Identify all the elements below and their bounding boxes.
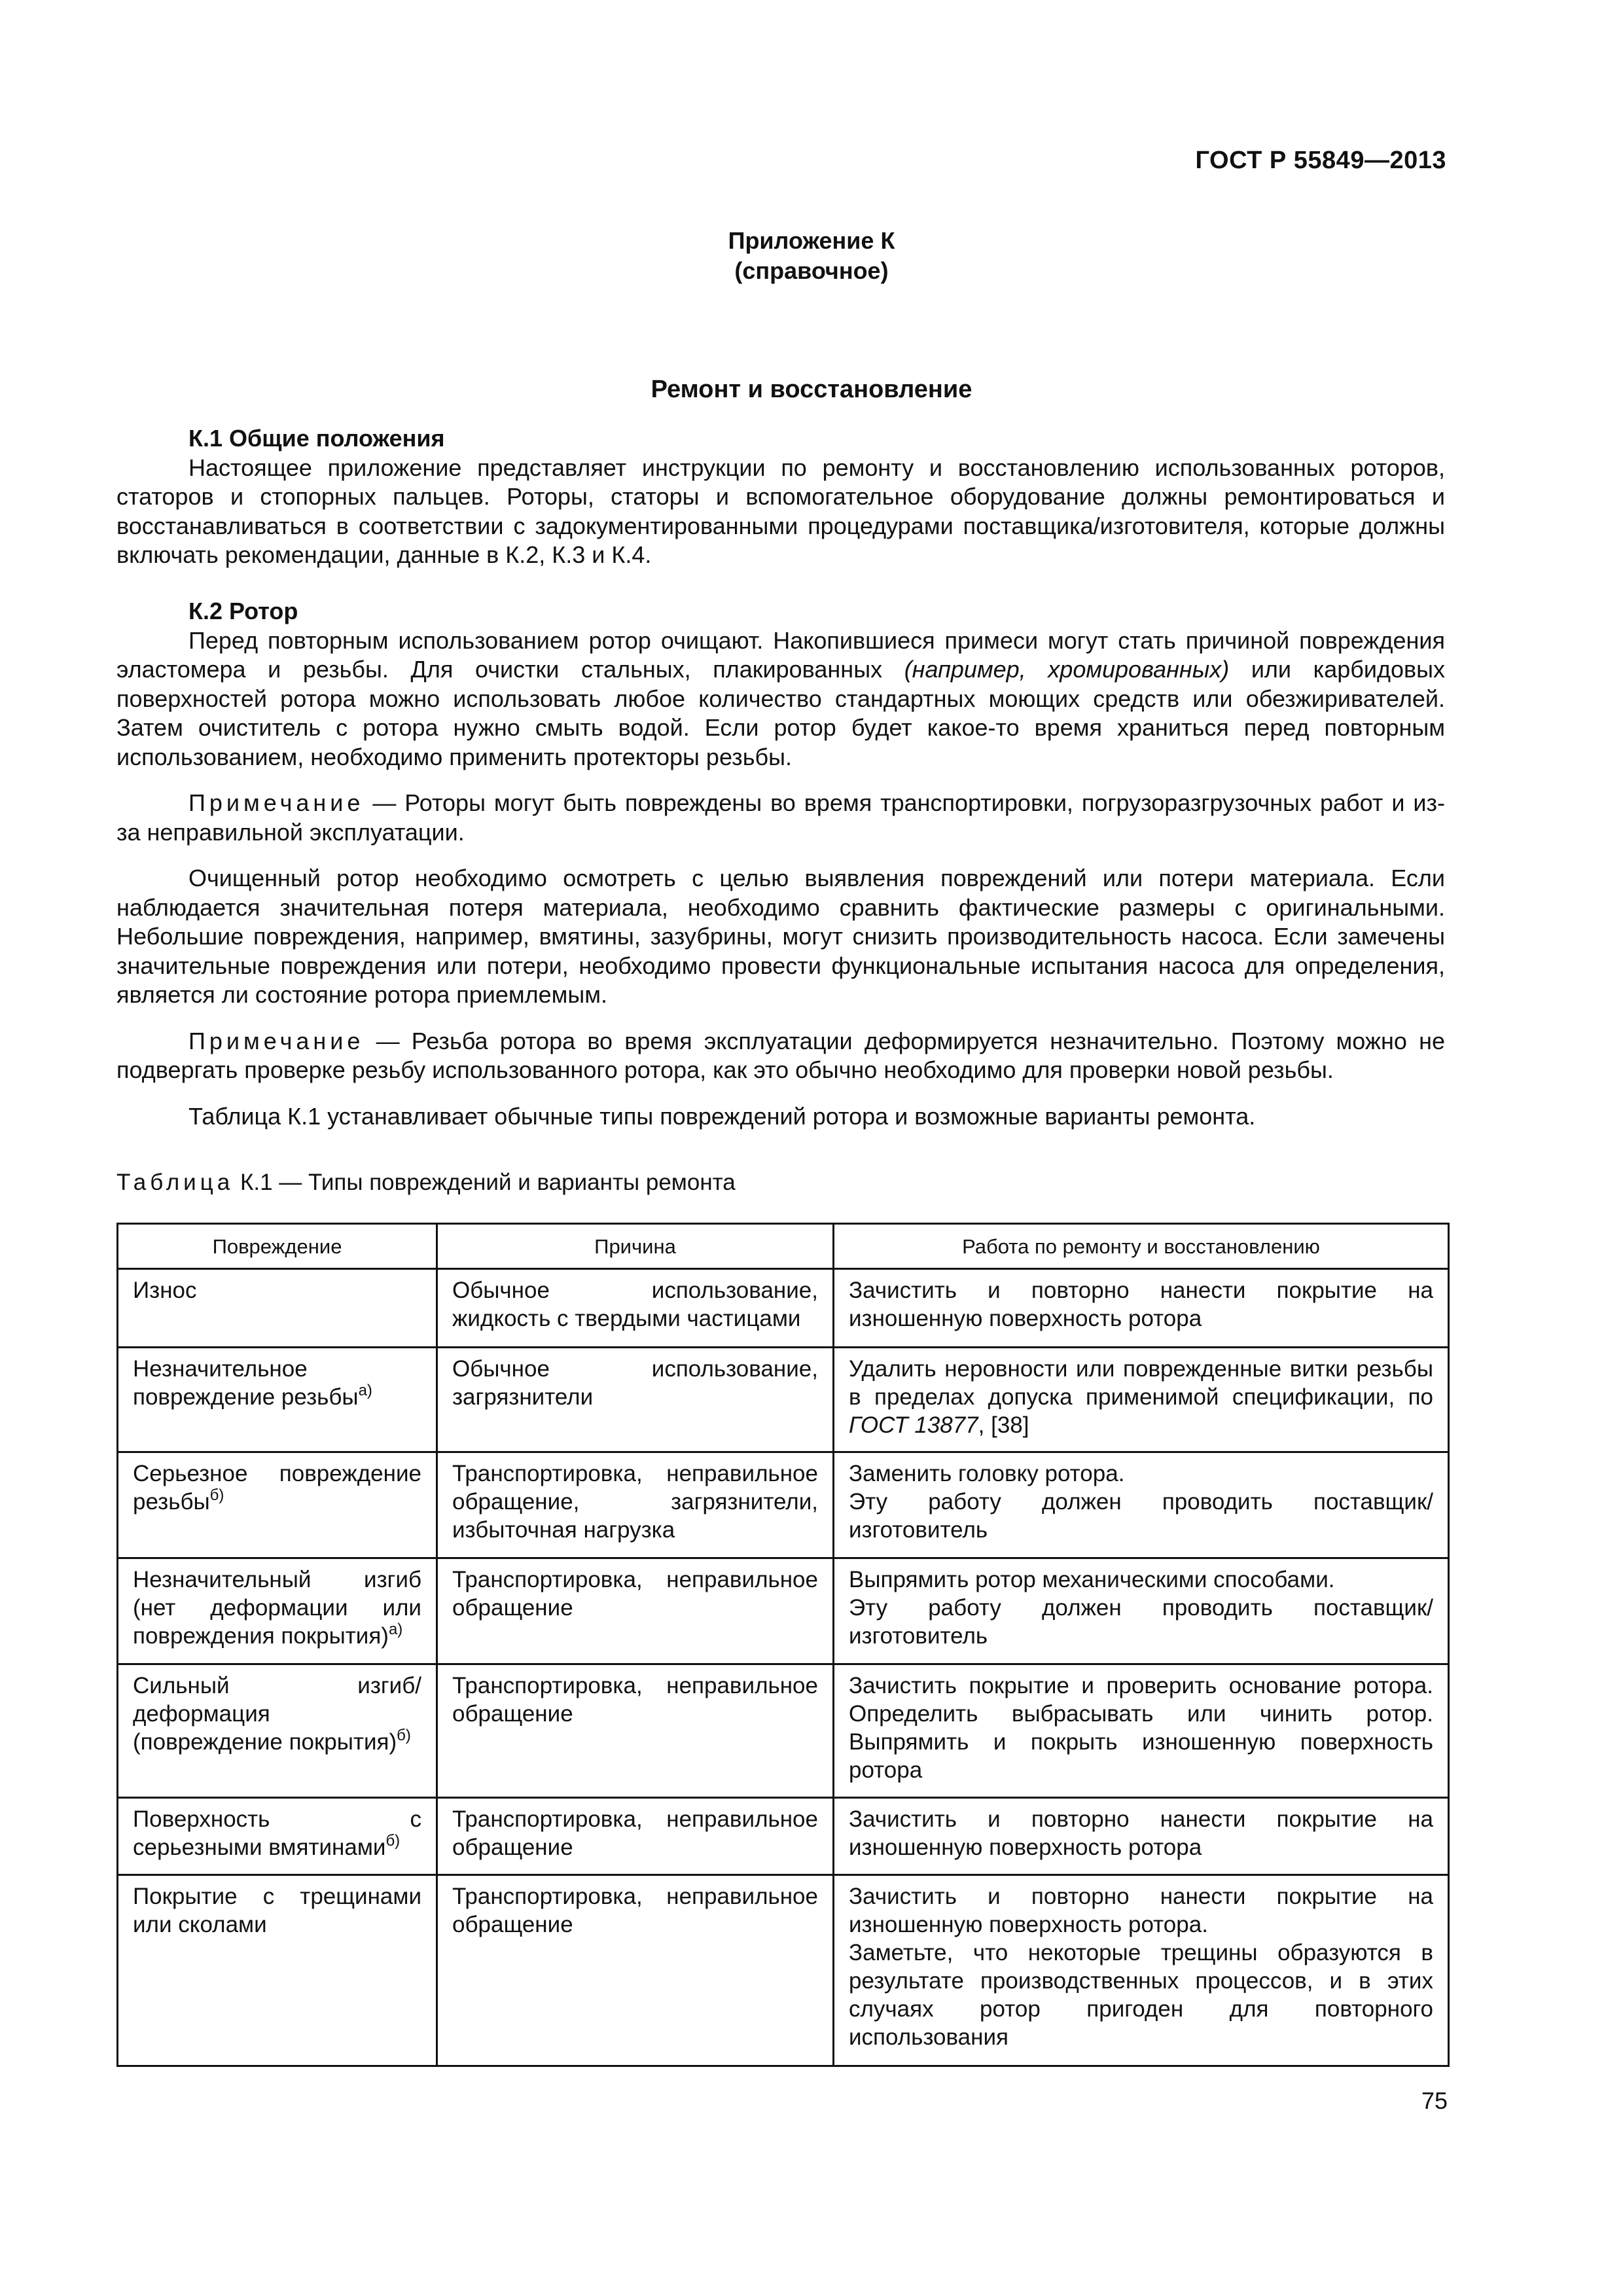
repair-text [849,1460,1433,1488]
note-text: — Резьба ротора во время эксплуатации деформируется незначительно. Поэтому можно не подвергать проверке резьбу использованного ротора, как это обычно необходимо для проверки новой резьбы. [116,1027,1445,1083]
damage-table [116,1223,1450,2067]
repair-text-main: Заменить головку ротора. [849,1461,1125,1486]
cell-damage [118,1875,437,2066]
k1-paragraph: Настоящее приложение представляет инструкции по ремонту и восстановлению использованных роторов, статоров и стопорных пальцев. Роторы, статоры и вспомогательное оборудование должны ремонтироваться и восстанавливаться в соответствии с задокументированными процедурами поставщика/изготовителя, которые должны включать рекомендации, данные в К.2, К.3 и К.4. [116,454,1445,568]
cell-damage [118,1664,437,1798]
damage-text: Сильный изгиб/деформация (повреждение покрытия) [133,1673,421,1755]
cell-cause: Обычное использование, жидкость с твердыми частицами [437,1269,834,1348]
footnote-marker: б) [209,1486,224,1504]
cell-repair [834,1269,1449,1348]
repair-text [849,1805,1433,1861]
damage-text: Незначительное повреждение резьбы [133,1356,359,1410]
note-text: — Роторы могут быть повреждены во время транспортировки, погрузоразгрузочных работ и из-за неправильной эксплуатации. [116,789,1445,846]
k2-p1-text-b: или карбидовых поверхностей ротора можно использовать любое количество стандартных моющих средств или обезжиривателей. Затем очиститель с ротора нужно смыть водой. Если ротор будет какое-то время храниться перед повторным использованием, необходимо применить протекторы резьбы. [116,656,1445,770]
table-row [118,1798,1449,1875]
k2-paragraph-3: Таблица К.1 устанавливает обычные типы повреждений ротора и возможные варианты ремонта. [188,1102,1256,1130]
footnote-marker: а) [388,1621,403,1638]
cell-repair [834,1875,1449,2066]
repair-text-main: Зачистить и повторно нанести покрытие на изношенную поверхность ротора [849,1278,1433,1331]
damage-text: Покрытие с трещинами или сколами [133,1884,421,1937]
section-k1 [116,424,1445,570]
repair-text-tail: , [38] [978,1412,1029,1438]
page-number: 75 [1421,2087,1448,2114]
table-row [118,1452,1449,1558]
cell-damage [118,1452,437,1558]
table-row [118,1558,1449,1664]
repair-text [849,1276,1433,1333]
table-row [118,1664,1449,1798]
section-k2 [116,597,1445,1131]
damage-text: Серьезное повреждение резьбы [133,1461,421,1515]
document-code: ГОСТ Р 55849—2013 [1195,147,1446,174]
repair-text-main: Зачистить и повторно нанести покрытие на изношенную поверхность ротора [849,1806,1433,1860]
appendix-title: Приложение К [728,227,895,254]
table-header-row [118,1224,1449,1269]
table-caption-label: Таблица [116,1170,234,1195]
footnote-marker: а) [358,1382,372,1399]
repair-text [849,1355,1433,1439]
header-cause: Причина [437,1224,834,1269]
table-row [118,1348,1449,1452]
cell-cause: Обычное использование, загрязнители [437,1348,834,1452]
repair-text-main: Удалить неровности или поврежденные витки резьбы в пределах допуска применимой спецификации, по [849,1356,1433,1410]
k2-paragraph-1 [116,626,1445,772]
repair-note: Эту работу должен проводить поставщик/изготовитель [849,1489,1433,1543]
repair-text-main: Зачистить и повторно нанести покрытие на изношенную поверхность ротора. [849,1884,1433,1937]
note-label: Примечание [188,789,365,816]
repair-text-main: Выпрямить ротор механическими способами. [849,1567,1335,1592]
cell-repair [834,1558,1449,1664]
header-repair: Работа по ремонту и восстановлению [834,1224,1449,1269]
repair-text-main: Зачистить покрытие и проверить основание ротора. Определить выбрасывать или чинить ротор. Выпрямить и покрыть изношенную поверхность ротора [849,1673,1433,1783]
section-title: Ремонт и восстановление [651,376,972,403]
k2-p1-text-a: Перед повторным использованием ротор очищают. Накопившиеся примеси могут стать причиной повреждения эластомера и резьбы. Для очистки стальных, плакированных [116,626,1445,683]
cell-damage [118,1269,437,1348]
k2-paragraph-2: Очищенный ротор необходимо осмотреть с целью выявления повреждений или потери материала. Если наблюдается значительная потеря материала, необходимо сравнить фактические размеры с оригинальными. Небольшие повреждения, например, вмятины, зазубрины, могут снизить производительность насоса. Если замечены значительные повреждения или потери, необходимо провести функциональные испытания насоса для определения, является ли состояние ротора приемлемым. [116,865,1445,1008]
repair-text [849,1882,1433,1939]
cell-cause: Транспортировка, неправильное обращение [437,1664,834,1798]
appendix-heading [0,226,1623,286]
table-row [118,1269,1449,1348]
standard-reference: ГОСТ 13877 [849,1412,978,1438]
cell-cause: Транспортировка, неправильное обращение [437,1798,834,1875]
repair-text [849,1672,1433,1784]
cell-repair [834,1664,1449,1798]
cell-repair [834,1348,1449,1452]
damage-text: Износ [133,1278,197,1303]
cell-cause: Транспортировка, неправильное обращение [437,1875,834,2066]
header-damage: Повреждение [118,1224,437,1269]
repair-note: Заметьте, что некоторые трещины образуются в результате производственных процессов, и в этих случаях ротор пригоден для повторного использования [849,1940,1433,2050]
k2-p1-italic: (например, хромированных) [904,656,1230,683]
damage-text: Незначительный изгиб (нет деформации или повреждения покрытия) [133,1567,421,1649]
repair-note: Эту работу должен проводить поставщик/изготовитель [849,1595,1433,1649]
cell-damage [118,1348,437,1452]
appendix-subtitle: (справочное) [734,257,889,284]
cell-damage [118,1798,437,1875]
note-label: Примечание [188,1027,365,1054]
repair-text [849,1566,1433,1594]
k2-note-1 [116,789,1445,847]
cell-repair [834,1798,1449,1875]
table-caption [116,1170,736,1196]
cell-repair [834,1452,1449,1558]
k2-note-2 [116,1027,1445,1085]
cell-damage [118,1558,437,1664]
table-row [118,1875,1449,2066]
footnote-marker: б) [385,1832,401,1850]
table-caption-text: К.1 — Типы повреждений и варианты ремонта [234,1170,736,1195]
k1-heading: К.1 Общие положения [188,425,445,452]
damage-text: Поверхность с серьезными вмятинами [133,1806,421,1860]
k2-heading: К.2 Ротор [188,598,298,624]
cell-cause: Транспортировка, неправильное обращение [437,1558,834,1664]
footnote-marker: б) [397,1727,411,1744]
cell-cause: Транспортировка, неправильное обращение, загрязнители, избыточная нагрузка [437,1452,834,1558]
